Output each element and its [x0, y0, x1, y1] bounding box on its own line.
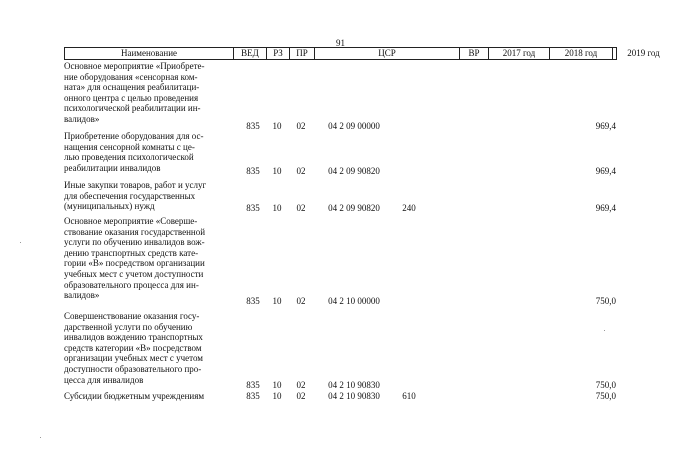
- row-name: Основное мероприятие «Приобрете- ние оборудования «сенсорная ком- ната» для оснащения реабилитаци- онного центра с целью проведения психологической реабилитации ин- валидов»: [64, 61, 205, 124]
- header-2017: 2017 год: [489, 48, 550, 59]
- row-rz: 10: [272, 296, 282, 306]
- scan-speck: [604, 330, 605, 331]
- row-pr: 02: [296, 166, 306, 176]
- row-2019: 750,0: [595, 296, 616, 306]
- row-name: Совершенствование оказания госу- дарственной услуги по обучению инвалидов вождению транспортных средств категории «В» посредством организации учебных мест с учетом доступности образовательного про- цесса для инвалидов: [64, 311, 203, 385]
- row-ved: 835: [246, 203, 260, 213]
- header-2018: 2018 год: [550, 48, 613, 59]
- header-name: Наименование: [65, 48, 234, 59]
- row-csr: 04 2 09 90820: [328, 166, 380, 176]
- header-pr: ПР: [290, 48, 315, 59]
- row-rz: 10: [272, 166, 282, 176]
- row-rz: 10: [272, 121, 282, 131]
- row-csr: 04 2 10 90830: [328, 391, 380, 401]
- row-csr: 04 2 09 90820: [328, 203, 380, 213]
- row-ved: 835: [246, 121, 260, 131]
- row-ved: 835: [246, 166, 260, 176]
- row-rz: 10: [272, 391, 282, 401]
- row-pr: 02: [296, 380, 306, 390]
- scan-speck: [20, 242, 21, 243]
- row-ved: 835: [246, 391, 260, 401]
- header-rz: РЗ: [267, 48, 290, 59]
- row-rz: 10: [272, 203, 282, 213]
- scan-speck: [40, 437, 41, 438]
- row-vr: 240: [402, 203, 416, 213]
- row-name: Иные закупки товаров, работ и услуг для обеспечения государственных (муниципальных) нужд: [64, 180, 207, 212]
- row-vr: 610: [402, 391, 416, 401]
- header-ved: ВЕД: [234, 48, 267, 59]
- row-name: Основное мероприятие «Соверше- ствование оказания государственной услуги по обучению инвалидов вож- дению транспортных средств кате- гории «В» посредством организации учебных мест с учетом доступности образовательного процесса для ин- валидов»: [64, 216, 206, 301]
- page-number: 91: [336, 38, 345, 48]
- row-2019: 750,0: [595, 380, 616, 390]
- row-csr: 04 2 10 00000: [328, 296, 380, 306]
- table-header: [64, 47, 660, 60]
- row-pr: 02: [296, 203, 306, 213]
- header-vr: ВР: [460, 48, 489, 59]
- row-ved: 835: [246, 380, 260, 390]
- row-pr: 02: [296, 121, 306, 131]
- row-2019: 969,4: [595, 203, 616, 213]
- row-csr: 04 2 10 90830: [328, 380, 380, 390]
- row-rz: 10: [272, 380, 282, 390]
- row-csr: 04 2 09 00000: [328, 121, 380, 131]
- row-name: Субсидии бюджетным учреждениям: [64, 391, 205, 401]
- row-pr: 02: [296, 296, 306, 306]
- row-2019: 750,0: [595, 391, 616, 401]
- row-2019: 969,4: [595, 166, 616, 176]
- row-2019: 969,4: [595, 121, 616, 131]
- row-ved: 835: [246, 296, 260, 306]
- header-2019: 2019 год: [627, 48, 660, 58]
- row-pr: 02: [296, 391, 306, 401]
- row-name: Приобретение оборудования для ос- нащения сенсорной комнаты с це- лью проведения психологической реабилитации инвалидов: [64, 131, 204, 173]
- header-csr: ЦСР: [315, 48, 460, 59]
